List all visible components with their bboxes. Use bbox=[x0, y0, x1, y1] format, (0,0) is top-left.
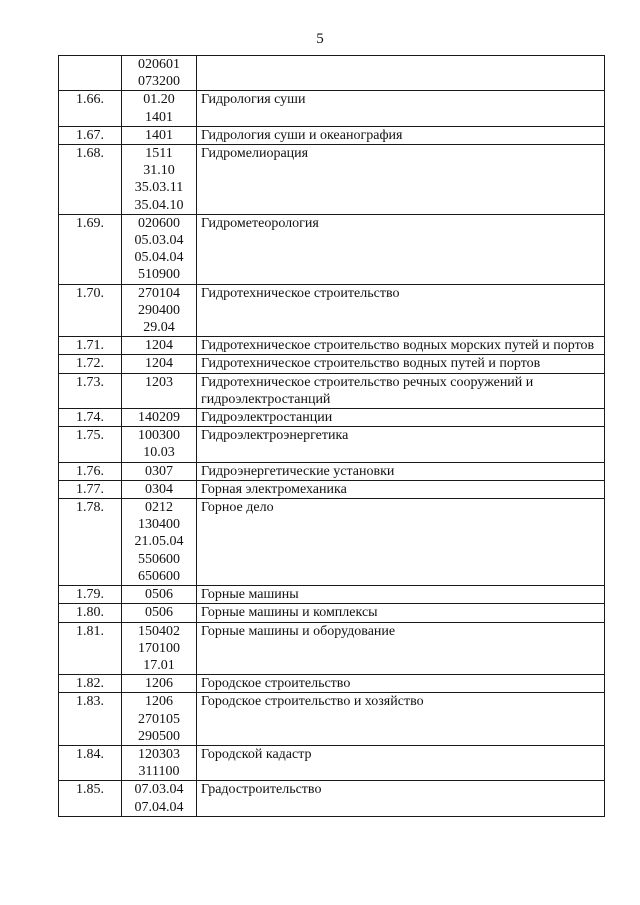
table-row bbox=[59, 781, 605, 816]
table-row bbox=[59, 693, 605, 746]
specialty-code: 31.10 bbox=[143, 163, 175, 179]
specialty-name: Горные машины и оборудование bbox=[197, 622, 605, 675]
page-number: 5 bbox=[316, 31, 324, 47]
specialty-name: Горная электромеханика bbox=[197, 480, 605, 498]
specialty-code: 1206 bbox=[145, 676, 173, 692]
specialty-name: Гидромелиорация bbox=[197, 145, 605, 215]
specialty-codes bbox=[122, 675, 197, 693]
specialty-name: Городское строительство и хозяйство bbox=[197, 693, 605, 746]
specialty-code: 07.03.04 bbox=[134, 782, 184, 798]
table-row bbox=[59, 427, 605, 462]
specialty-codes bbox=[122, 604, 197, 622]
specialty-code: 01.20 bbox=[143, 92, 175, 108]
specialty-name: Гидрология суши bbox=[197, 91, 605, 126]
row-number: 1.71. bbox=[59, 337, 122, 355]
specialty-code: 0506 bbox=[145, 605, 173, 621]
row-number: 1.72. bbox=[59, 355, 122, 373]
table-row bbox=[59, 56, 605, 91]
table-body bbox=[59, 56, 605, 817]
specialty-codes bbox=[122, 56, 197, 91]
specialty-code: 35.04.10 bbox=[134, 197, 184, 213]
row-number: 1.66. bbox=[59, 91, 122, 126]
specialty-name: Горные машины и комплексы bbox=[197, 604, 605, 622]
specialty-name: Гидрология суши и океанография bbox=[197, 126, 605, 144]
table-row bbox=[59, 337, 605, 355]
specialty-code: 35.03.11 bbox=[134, 180, 184, 196]
specialty-code: 05.04.04 bbox=[134, 250, 184, 266]
row-number: 1.74. bbox=[59, 409, 122, 427]
specialty-code: 650600 bbox=[138, 568, 180, 584]
specialty-code: 10.03 bbox=[143, 445, 175, 461]
table-row bbox=[59, 214, 605, 284]
specialty-code: 1204 bbox=[145, 356, 173, 372]
specialty-codes bbox=[122, 693, 197, 746]
specialty-code: 1206 bbox=[145, 694, 173, 710]
table-row bbox=[59, 284, 605, 337]
specialty-codes bbox=[122, 337, 197, 355]
specialty-name: Гидротехническое строительство водных морских путей и портов bbox=[197, 337, 605, 355]
specialty-name: Горное дело bbox=[197, 499, 605, 586]
specialty-name bbox=[197, 56, 605, 91]
specialty-codes bbox=[122, 480, 197, 498]
specialty-code: 1204 bbox=[145, 338, 173, 354]
row-number: 1.76. bbox=[59, 462, 122, 480]
specialty-code: 073200 bbox=[138, 74, 180, 90]
specialty-codes bbox=[122, 499, 197, 586]
specialty-code: 020601 bbox=[138, 57, 180, 72]
specialty-name: Гидротехническое строительство речных сооружений и гидроэлектростанций bbox=[197, 373, 605, 408]
specialty-name: Гидроэлектростанции bbox=[197, 409, 605, 427]
specialty-code: 0506 bbox=[145, 587, 173, 603]
table-row bbox=[59, 745, 605, 780]
specialty-name: Градостроительство bbox=[197, 781, 605, 816]
table-row bbox=[59, 373, 605, 408]
specialty-name: Горные машины bbox=[197, 586, 605, 604]
row-number: 1.75. bbox=[59, 427, 122, 462]
specialties-table bbox=[58, 55, 605, 817]
row-number: 1.84. bbox=[59, 745, 122, 780]
row-number: 1.67. bbox=[59, 126, 122, 144]
specialty-code: 311100 bbox=[138, 764, 180, 780]
specialty-code: 550600 bbox=[138, 551, 180, 567]
row-number: 1.85. bbox=[59, 781, 122, 816]
row-number: 1.68. bbox=[59, 145, 122, 215]
specialty-name: Гидротехническое строительство bbox=[197, 284, 605, 337]
specialty-code: 29.04 bbox=[143, 320, 175, 336]
table-row bbox=[59, 145, 605, 215]
specialty-name: Гидрометеорология bbox=[197, 214, 605, 284]
specialty-codes bbox=[122, 622, 197, 675]
specialty-code: 170100 bbox=[138, 640, 180, 656]
specialty-code: 290400 bbox=[138, 302, 180, 318]
row-number: 1.83. bbox=[59, 693, 122, 746]
table-row bbox=[59, 499, 605, 586]
specialty-codes bbox=[122, 781, 197, 816]
row-number: 1.80. bbox=[59, 604, 122, 622]
specialty-code: 0307 bbox=[145, 463, 173, 479]
specialty-codes bbox=[122, 145, 197, 215]
table-row bbox=[59, 622, 605, 675]
specialty-code: 270105 bbox=[138, 711, 180, 727]
specialty-codes bbox=[122, 126, 197, 144]
specialty-codes bbox=[122, 409, 197, 427]
row-number: 1.79. bbox=[59, 586, 122, 604]
table-row bbox=[59, 675, 605, 693]
specialty-code: 270104 bbox=[138, 285, 180, 301]
specialty-code: 510900 bbox=[138, 267, 180, 283]
table-row bbox=[59, 126, 605, 144]
specialty-code: 140209 bbox=[138, 410, 180, 426]
specialty-code: 0212 bbox=[145, 500, 173, 516]
specialty-code: 120303 bbox=[138, 746, 180, 762]
specialty-codes bbox=[122, 214, 197, 284]
specialty-name: Гидротехническое строительство водных путей и портов bbox=[197, 355, 605, 373]
table-row bbox=[59, 586, 605, 604]
specialty-codes bbox=[122, 462, 197, 480]
specialty-code: 0304 bbox=[145, 481, 173, 497]
specialty-code: 05.03.04 bbox=[134, 233, 184, 249]
table-row bbox=[59, 355, 605, 373]
specialty-code: 150402 bbox=[138, 623, 180, 639]
table-row bbox=[59, 91, 605, 126]
specialty-codes bbox=[122, 586, 197, 604]
specialty-name: Гидроэнергетические установки bbox=[197, 462, 605, 480]
specialty-codes bbox=[122, 355, 197, 373]
specialty-codes bbox=[122, 91, 197, 126]
row-number: 1.82. bbox=[59, 675, 122, 693]
row-number: 1.69. bbox=[59, 214, 122, 284]
specialty-code: 1511 bbox=[145, 146, 173, 162]
row-number: 1.78. bbox=[59, 499, 122, 586]
table-row bbox=[59, 604, 605, 622]
specialty-codes bbox=[122, 284, 197, 337]
row-number bbox=[59, 56, 122, 91]
specialty-code: 1203 bbox=[145, 374, 173, 390]
specialty-codes bbox=[122, 745, 197, 780]
specialty-codes bbox=[122, 427, 197, 462]
specialty-code: 1401 bbox=[145, 127, 173, 143]
row-number: 1.73. bbox=[59, 373, 122, 408]
specialty-code: 130400 bbox=[138, 517, 180, 533]
specialty-code: 21.05.04 bbox=[134, 534, 184, 550]
row-number: 1.77. bbox=[59, 480, 122, 498]
specialty-code: 17.01 bbox=[143, 657, 175, 673]
row-number: 1.70. bbox=[59, 284, 122, 337]
specialty-codes bbox=[122, 373, 197, 408]
table-row bbox=[59, 462, 605, 480]
specialty-name: Городское строительство bbox=[197, 675, 605, 693]
specialty-name: Гидроэлектроэнергетика bbox=[197, 427, 605, 462]
specialty-code: 1401 bbox=[145, 109, 173, 125]
specialty-code: 07.04.04 bbox=[134, 799, 184, 815]
specialty-code: 100300 bbox=[138, 428, 180, 444]
specialty-name: Городской кадастр bbox=[197, 745, 605, 780]
table-row bbox=[59, 480, 605, 498]
table-row bbox=[59, 409, 605, 427]
specialty-code: 290500 bbox=[138, 728, 180, 744]
row-number: 1.81. bbox=[59, 622, 122, 675]
specialty-code: 020600 bbox=[138, 215, 180, 231]
